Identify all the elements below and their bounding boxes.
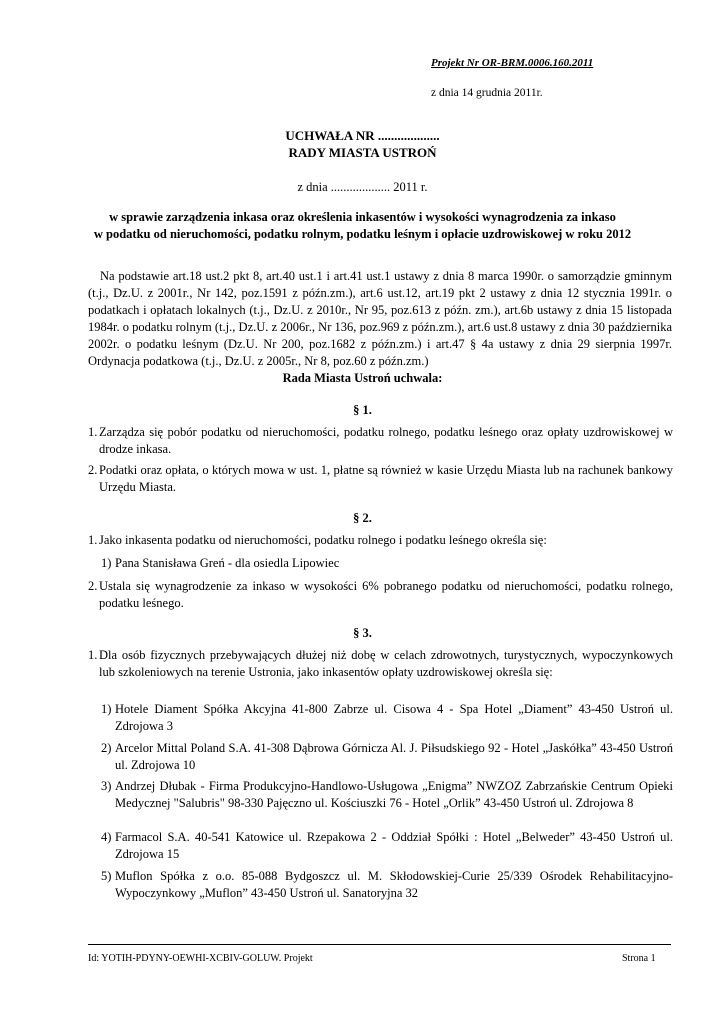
document-id: Id: YOTIH-PDYNY-OEWHI-XCBIV-GOLUW. Projekt [88,953,313,964]
item-text: Dla osób fizycznych przebywających dłużej niż dobę w celach zdrowotnych, turystycznych, wypoczynkowych lub szkoleniowych na terenie Ustronia, jako inkasentów opłaty uzdrowiskowej określa się: [99,648,673,679]
section-2-heading: § 2. [353,511,372,525]
item-number: 1. [88,425,98,439]
section-2-subitem-1 [101,555,673,572]
subject-line-2: w podatku od nieruchomości, podatku rolnym, podatku leśnym i opłacie uzdrowiskowej w roku 2012 [93,227,632,241]
item-text: Pana Stanisława Greń - dla osiedla Lipowiec [115,556,340,570]
council-name: RADY MIASTA USTROŃ [288,145,437,160]
resolution-subject [0,209,725,243]
project-date: z dnia 14 grudnia 2011r. [431,87,543,99]
item-number: 1. [88,648,98,662]
item-number: 3) [101,779,112,793]
project-number: Projekt Nr OR-BRM.0006.160.2011 [431,57,594,69]
item-text: Hotele Diament Spółka Akcyjna 41-800 Zabrze ul. Cisowa 4 - Spa Hotel „Diament” 43-450 Ustroń ul. Zdrojowa 3 [115,702,673,733]
section-3-item-1 [88,647,673,681]
legal-basis-preamble: Na podstawie art.18 ust.2 pkt 8, art.40 ust.1 i art.41 ust.1 ustawy z dnia 8 marca 1990r. o samorządzie gminnym (t.j., Dz.U. z 2001r., Nr 142, poz.1591 z późn.zm.), art.6 ust.12, art.19 pkt 2 ustawy z dnia 12 stycznia 1991r. o podatkach i opłatach lokalnych (t.j., Dz.U. z 2010r., Nr 95, poz.613 z późn. zm.), art.6b ustawy z dnia 15 listopada 1984r. o podatku rolnym (t.j., Dz.U. z 2006r., Nr 136, poz.969 z późn.zm.), art.6 ust.8 ustawy z dnia 30 października 2002r. o podatku leśnym (Dz.U. Nr 200, poz.1682 z późn.zm.) i art.47 § 4a ustawy z dnia 29 sierpnia 1997r. Ordynacja podatkowa (t.j., Dz.U. z 2005r., Nr 8, poz.60 z późn.zm.) [88,269,672,368]
section-3-heading: § 3. [353,626,372,640]
item-number: 4) [101,830,112,844]
item-number: 2) [101,741,112,755]
item-number: 2. [88,463,98,477]
item-number: 1. [88,533,98,547]
section-1-item-1 [88,424,673,458]
section-1-item-2 [88,462,673,496]
section-2-item-2 [88,578,673,612]
item-text: Muflon Spółka z o.o. 85-088 Bydgoszcz ul. M. Skłodowskiej-Curie 25/339 Ośrodek Rehabilitacyjno-Wypoczynkowy „Muflon” 43-450 Ustroń ul. Sanatoryjna 32 [115,869,673,900]
item-number: 1) [101,556,112,570]
section-2-item-1 [88,532,673,549]
item-number: 5) [101,869,112,883]
item-text: Jako inkasenta podatku od nieruchomości, podatku rolnego i podatku leśnego określa się: [99,533,547,547]
item-text: Andrzej Dłubak - Firma Produkcyjno-Handlowo-Usługowa „Enigma” NWZOZ Zabrzańskie Centrum Opieki Medycznej "Salubris" 98-330 Pajęczno ul. Kościuszki 76 - Hotel „Orlik” 43-450 Ustroń ul. Zdrojowa 8 [115,779,673,810]
item-text: Arcelor Mittal Poland S.A. 41-308 Dąbrowa Górnicza Al. J. Piłsudskiego 92 - Hotel „Jaskółka” 43-450 Ustroń ul. Zdrojowa 10 [115,741,673,772]
resolution-date: z dnia ................... 2011 r. [297,180,428,194]
item-text: Podatki oraz opłata, o których mowa w ust. 1, płatne są również w kasie Urzędu Miasta lub na rachunek bankowy Urzędu Miasta. [99,463,673,494]
item-text: Farmacol S.A. 40-541 Katowice ul. Rzepakowa 2 - Oddział Spółki : Hotel „Belweder” 43-450 Ustroń ul. Zdrojowa 15 [115,830,673,861]
section-3-subitem-4 [101,829,673,863]
item-number: 1) [101,702,112,716]
item-text: Zarządza się pobór podatku od nieruchomości, podatku rolnego, podatku leśnego oraz opłaty uzdrowiskowej w drodze inkasa. [99,425,673,456]
item-number: 2. [88,579,98,593]
section-3-subitem-5 [101,868,673,902]
section-3-subitem-1 [101,701,673,735]
section-3-subitem-3 [101,778,673,812]
page-number: Strona 1 [622,953,656,964]
section-1-heading: § 1. [353,403,372,417]
resolution-title: UCHWAŁA NR ................... [285,128,440,143]
section-3-subitem-2 [101,740,673,774]
item-text: Ustala się wynagrodzenie za inkaso w wysokości 6% pobranego podatku od nieruchomości, podatku rolnego, podatku leśnego. [99,579,673,610]
footer-divider [88,944,671,945]
subject-line-1: w sprawie zarządzenia inkasa oraz określenia inkasentów i wysokości wynagrodzenia za inkaso [109,210,616,224]
council-resolves: Rada Miasta Ustroń uchwala: [282,371,443,385]
